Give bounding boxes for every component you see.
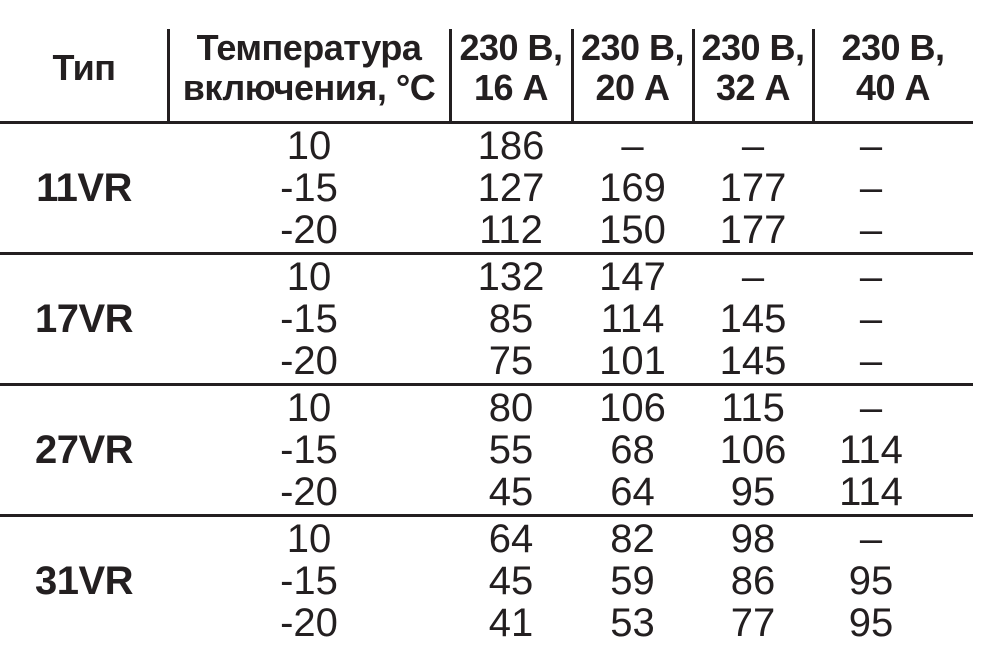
temp-value: 10 xyxy=(286,124,332,168)
type-label: 11VR xyxy=(36,165,132,210)
rating-value: – xyxy=(859,208,883,252)
temp-value: -20 xyxy=(280,208,338,252)
rating-value: – xyxy=(859,517,883,561)
column-header-230v-20a: 230 В, 20 А xyxy=(580,26,685,108)
type-label: 31VR xyxy=(34,558,134,603)
values-230v-40a xyxy=(813,256,973,382)
temp-value: -15 xyxy=(280,166,338,210)
values-230v-32a xyxy=(693,387,813,513)
rating-value: 45 xyxy=(488,559,534,603)
rating-value: 82 xyxy=(610,517,655,561)
row-group-27vr xyxy=(0,386,973,517)
temp-value: -20 xyxy=(280,470,338,514)
rating-value: 114 xyxy=(839,470,903,514)
temperature-column xyxy=(168,125,450,251)
rating-value: – xyxy=(859,124,883,168)
rating-value: 75 xyxy=(488,339,534,383)
rating-value: 132 xyxy=(477,255,545,299)
table-header xyxy=(0,0,973,124)
temp-value: 10 xyxy=(286,386,332,430)
rating-value: 106 xyxy=(719,428,787,472)
column-header-type: Тип xyxy=(52,46,116,88)
rating-value: 145 xyxy=(719,339,787,383)
rating-value: – xyxy=(621,124,644,168)
values-230v-16a xyxy=(450,256,572,382)
type-label: 27VR xyxy=(34,427,134,472)
values-230v-16a xyxy=(450,387,572,513)
rating-value: – xyxy=(741,124,765,168)
rating-value: 53 xyxy=(610,601,655,645)
type-label: 17VR xyxy=(34,296,134,341)
rating-value: – xyxy=(859,166,883,210)
rating-value: 68 xyxy=(610,428,655,472)
column-header-230v-16a: 230 В, 16 А xyxy=(459,26,563,108)
header-column-divider xyxy=(167,29,170,121)
column-header-230v-40a: 230 В, 40 А xyxy=(841,26,945,108)
row-group-11vr xyxy=(0,124,973,255)
rating-value: – xyxy=(859,386,883,430)
values-230v-40a xyxy=(813,387,973,513)
temperature-column xyxy=(168,387,450,513)
row-group-17vr xyxy=(0,255,973,386)
rating-value: 85 xyxy=(488,297,534,341)
rating-value: 41 xyxy=(488,601,534,645)
rating-value: 80 xyxy=(488,386,534,430)
rating-value: 59 xyxy=(610,559,655,603)
values-230v-32a xyxy=(693,256,813,382)
rating-value: 95 xyxy=(848,559,894,603)
rating-value: 147 xyxy=(599,255,666,299)
column-header-switch-on-temperature: Температура включения, °С xyxy=(182,26,436,108)
rating-value: 186 xyxy=(477,124,545,168)
temp-value: 10 xyxy=(286,255,332,299)
rating-value: – xyxy=(859,339,883,383)
values-230v-16a xyxy=(450,518,572,644)
temperature-column xyxy=(168,518,450,644)
values-230v-16a xyxy=(450,125,572,251)
rating-value: 177 xyxy=(719,208,787,252)
header-column-divider xyxy=(692,29,695,121)
values-230v-40a xyxy=(813,518,973,644)
rating-value: 45 xyxy=(488,470,534,514)
header-column-divider xyxy=(571,29,574,121)
rating-value: 95 xyxy=(730,470,776,514)
rating-value: 101 xyxy=(599,339,666,383)
rating-value: 114 xyxy=(600,297,665,341)
rating-value: – xyxy=(741,255,765,299)
rating-value: 55 xyxy=(488,428,534,472)
rating-value: 98 xyxy=(730,517,776,561)
rating-value: 112 xyxy=(479,208,543,252)
rating-value: 64 xyxy=(488,517,534,561)
rating-value: 115 xyxy=(721,386,785,430)
rating-value: 127 xyxy=(477,166,545,210)
values-230v-40a xyxy=(813,125,973,251)
values-230v-20a xyxy=(572,125,693,251)
temperature-column xyxy=(168,256,450,382)
header-column-divider xyxy=(812,29,815,121)
temp-value: 10 xyxy=(286,517,332,561)
temp-value: -15 xyxy=(280,559,338,603)
temp-value: -20 xyxy=(280,601,338,645)
rating-value: 169 xyxy=(599,166,666,210)
row-group-31vr xyxy=(0,517,973,645)
temp-value: -15 xyxy=(280,428,338,472)
rating-value: 106 xyxy=(599,386,666,430)
values-230v-20a xyxy=(572,518,693,644)
rating-value: 177 xyxy=(719,166,787,210)
values-230v-20a xyxy=(572,256,693,382)
column-header-230v-32a: 230 В, 32 А xyxy=(701,26,805,108)
rating-value: 145 xyxy=(719,297,787,341)
temp-value: -15 xyxy=(280,297,338,341)
values-230v-32a xyxy=(693,518,813,644)
rating-value: 86 xyxy=(730,559,776,603)
rating-value: 95 xyxy=(848,601,894,645)
rating-value: – xyxy=(859,255,883,299)
rating-value: 64 xyxy=(610,470,655,514)
values-230v-20a xyxy=(572,387,693,513)
rating-value: 150 xyxy=(599,208,666,252)
rating-value: 114 xyxy=(839,428,903,472)
temp-value: -20 xyxy=(280,339,338,383)
header-column-divider xyxy=(449,29,452,121)
rating-value: 77 xyxy=(730,601,776,645)
values-230v-32a xyxy=(693,125,813,251)
rating-value: – xyxy=(859,297,883,341)
